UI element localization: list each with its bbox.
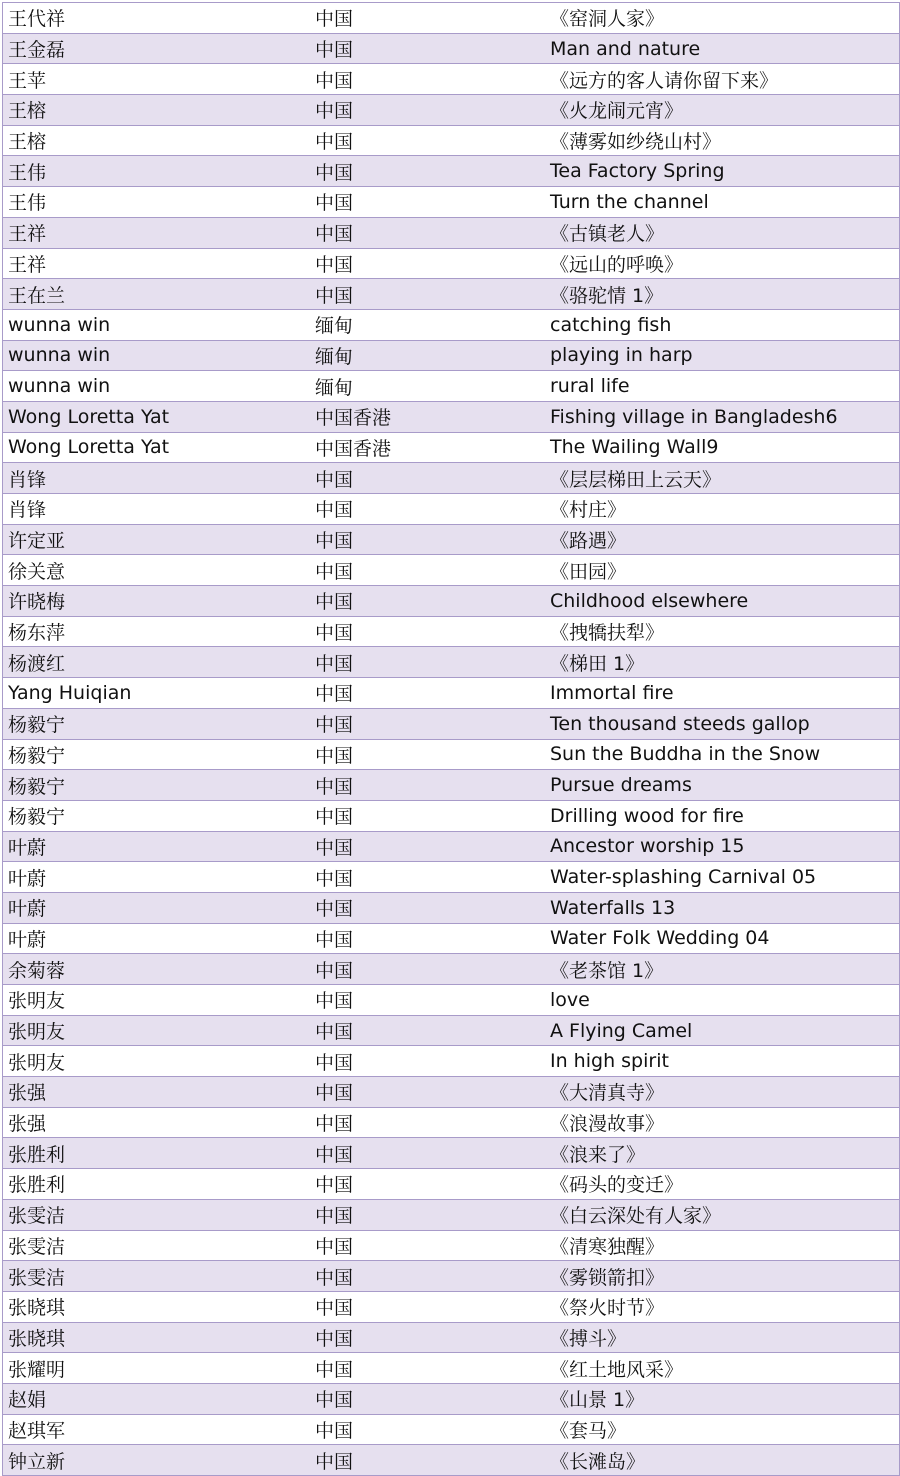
table-row bbox=[3, 1077, 899, 1108]
author-name-cell: 肖锋 bbox=[8, 499, 47, 522]
region-cell: 中国 bbox=[315, 959, 354, 982]
author-name-cell: 肖锋 bbox=[8, 468, 47, 491]
region-cell: 中国 bbox=[315, 468, 354, 491]
work-title-cell: 《清寒独醒》 bbox=[550, 1235, 665, 1258]
work-title-cell: 《路遇》 bbox=[550, 530, 627, 553]
author-name-cell: Yang Huiqian bbox=[8, 681, 132, 704]
author-name-cell: 王伟 bbox=[8, 161, 47, 184]
region-cell: 中国 bbox=[315, 1113, 354, 1136]
region-cell: 中国 bbox=[315, 161, 354, 184]
author-name-cell: 张雯洁 bbox=[8, 1266, 66, 1289]
region-cell: 中国 bbox=[315, 69, 354, 92]
work-title-cell: Sun the Buddha in the Snow bbox=[550, 743, 821, 766]
table-row bbox=[3, 156, 899, 187]
region-cell: 中国香港 bbox=[315, 437, 392, 460]
table-row bbox=[3, 187, 899, 218]
table-row bbox=[3, 924, 899, 955]
table-row bbox=[3, 617, 899, 648]
table-row bbox=[3, 341, 899, 372]
region-cell: 中国 bbox=[315, 560, 354, 583]
region-cell: 中国 bbox=[315, 836, 354, 859]
work-title-cell: The Wailing Wall9 bbox=[550, 436, 719, 459]
author-name-cell: 余菊蓉 bbox=[8, 959, 66, 982]
work-title-cell: Tea Factory Spring bbox=[550, 160, 725, 183]
author-name-cell: 王祥 bbox=[8, 223, 47, 246]
table-row bbox=[3, 34, 899, 65]
table-row bbox=[3, 1445, 899, 1476]
region-cell: 中国 bbox=[315, 928, 354, 951]
author-name-cell: 张雯洁 bbox=[8, 1235, 66, 1258]
work-title-cell: 《套马》 bbox=[550, 1419, 627, 1442]
author-name-cell: 王榕 bbox=[8, 100, 47, 123]
author-name-cell: 张明友 bbox=[8, 1051, 66, 1074]
work-title-cell: Waterfalls 13 bbox=[550, 896, 676, 919]
work-title-cell: Ancestor worship 15 bbox=[550, 835, 745, 858]
region-cell: 中国 bbox=[315, 131, 354, 154]
region-cell: 中国 bbox=[315, 1051, 354, 1074]
region-cell: 中国 bbox=[315, 1174, 354, 1197]
work-title-cell: rural life bbox=[550, 375, 630, 398]
region-cell: 中国 bbox=[315, 223, 354, 246]
work-title-cell: 《长滩岛》 bbox=[550, 1450, 646, 1473]
table-row bbox=[3, 402, 899, 433]
work-title-cell: catching fish bbox=[550, 313, 672, 336]
author-name-cell: 王代祥 bbox=[8, 8, 66, 31]
work-title-cell: 《浪来了》 bbox=[550, 1143, 646, 1166]
table-row bbox=[3, 95, 899, 126]
work-title-cell: 《骆驼情 1》 bbox=[550, 284, 664, 307]
work-title-cell: In high spirit bbox=[550, 1050, 669, 1073]
region-cell: 中国 bbox=[315, 253, 354, 276]
author-name-cell: Wong Loretta Yat bbox=[8, 436, 170, 459]
author-name-cell: 张晓琪 bbox=[8, 1297, 66, 1320]
work-title-cell: 《村庄》 bbox=[550, 499, 627, 522]
table-row bbox=[3, 525, 899, 556]
work-title-cell: 《远山的呼唤》 bbox=[550, 253, 684, 276]
work-title-cell: 《雾锁箭扣》 bbox=[550, 1266, 665, 1289]
author-name-cell: 叶蔚 bbox=[8, 928, 47, 951]
author-name-cell: 杨毅宁 bbox=[8, 806, 66, 829]
region-cell: 中国 bbox=[315, 1419, 354, 1442]
author-name-cell: 张耀明 bbox=[8, 1358, 66, 1381]
work-title-cell: 《码头的变迁》 bbox=[550, 1174, 684, 1197]
region-cell: 中国 bbox=[315, 1205, 354, 1228]
table-row bbox=[3, 1353, 899, 1384]
work-title-cell: 《窑洞人家》 bbox=[550, 8, 665, 31]
work-title-cell: love bbox=[550, 988, 590, 1011]
region-cell: 中国 bbox=[315, 8, 354, 31]
author-name-cell: 钟立新 bbox=[8, 1450, 66, 1473]
table-row bbox=[3, 463, 899, 494]
author-name-cell: 许定亚 bbox=[8, 530, 66, 553]
region-cell: 中国 bbox=[315, 100, 354, 123]
author-name-cell: 徐关意 bbox=[8, 560, 66, 583]
author-name-cell: 张晓琪 bbox=[8, 1327, 66, 1350]
region-cell: 中国 bbox=[315, 1235, 354, 1258]
table-row bbox=[3, 1415, 899, 1446]
work-title-cell: 《红土地风采》 bbox=[550, 1358, 684, 1381]
region-cell: 中国 bbox=[315, 652, 354, 675]
region-cell: 中国 bbox=[315, 744, 354, 767]
table-row bbox=[3, 1261, 899, 1292]
work-title-cell: 《大清真寺》 bbox=[550, 1082, 665, 1105]
work-title-cell: playing in harp bbox=[550, 344, 693, 367]
table-row bbox=[3, 1046, 899, 1077]
table-row bbox=[3, 371, 899, 402]
author-name-cell: 杨毅宁 bbox=[8, 744, 66, 767]
table-row bbox=[3, 1138, 899, 1169]
work-title-cell: 《浪漫故事》 bbox=[550, 1113, 665, 1136]
work-title-cell: 《搏斗》 bbox=[550, 1327, 627, 1350]
region-cell: 中国 bbox=[315, 1327, 354, 1350]
entries-table bbox=[2, 2, 900, 1476]
region-cell: 中国 bbox=[315, 1358, 354, 1381]
region-cell: 中国 bbox=[315, 1082, 354, 1105]
work-title-cell: 《层层梯田上云天》 bbox=[550, 468, 722, 491]
table-row bbox=[3, 832, 899, 863]
table-row bbox=[3, 678, 899, 709]
author-name-cell: 杨渡红 bbox=[8, 652, 66, 675]
work-title-cell: 《祭火时节》 bbox=[550, 1297, 665, 1320]
author-name-cell: wunna win bbox=[8, 375, 111, 398]
author-name-cell: 张强 bbox=[8, 1113, 47, 1136]
work-title-cell: 《山景 1》 bbox=[550, 1389, 645, 1412]
region-cell: 中国 bbox=[315, 192, 354, 215]
table-row bbox=[3, 279, 899, 310]
author-name-cell: wunna win bbox=[8, 313, 111, 336]
table-row bbox=[3, 1384, 899, 1415]
work-title-cell: Water Folk Wedding 04 bbox=[550, 927, 770, 950]
table-row bbox=[3, 893, 899, 924]
work-title-cell: Water-splashing Carnival 05 bbox=[550, 866, 817, 889]
author-name-cell: 张雯洁 bbox=[8, 1205, 66, 1228]
author-name-cell: 王金磊 bbox=[8, 39, 66, 62]
region-cell: 中国 bbox=[315, 867, 354, 890]
author-name-cell: 张明友 bbox=[8, 1021, 66, 1044]
region-cell: 中国 bbox=[315, 1450, 354, 1473]
work-title-cell: 《田园》 bbox=[550, 560, 627, 583]
table-row bbox=[3, 433, 899, 464]
author-name-cell: 张胜利 bbox=[8, 1143, 66, 1166]
work-title-cell: Pursue dreams bbox=[550, 774, 692, 797]
region-cell: 中国 bbox=[315, 622, 354, 645]
table-row bbox=[3, 218, 899, 249]
region-cell: 中国 bbox=[315, 1266, 354, 1289]
work-title-cell: Turn the channel bbox=[550, 190, 709, 213]
region-cell: 中国 bbox=[315, 499, 354, 522]
region-cell: 中国 bbox=[315, 898, 354, 921]
work-title-cell: Drilling wood for fire bbox=[550, 804, 744, 827]
region-cell: 缅甸 bbox=[315, 345, 354, 368]
region-cell: 中国 bbox=[315, 39, 354, 62]
table-row bbox=[3, 494, 899, 525]
author-name-cell: 叶蔚 bbox=[8, 898, 47, 921]
table-row bbox=[3, 1292, 899, 1323]
table-row bbox=[3, 770, 899, 801]
region-cell: 缅甸 bbox=[315, 376, 354, 399]
region-cell: 中国香港 bbox=[315, 407, 392, 430]
work-title-cell: 《薄雾如纱绕山村》 bbox=[550, 131, 722, 154]
region-cell: 中国 bbox=[315, 990, 354, 1013]
author-name-cell: 张明友 bbox=[8, 990, 66, 1013]
table-row bbox=[3, 709, 899, 740]
author-name-cell: 张强 bbox=[8, 1082, 47, 1105]
author-name-cell: 赵娟 bbox=[8, 1389, 47, 1412]
table-row bbox=[3, 740, 899, 771]
author-name-cell: wunna win bbox=[8, 344, 111, 367]
table-row bbox=[3, 1200, 899, 1231]
work-title-cell: 《白云深处有人家》 bbox=[550, 1205, 722, 1228]
work-title-cell: 《拽犞扶犁》 bbox=[550, 622, 665, 645]
table-row bbox=[3, 1169, 899, 1200]
work-title-cell: 《火龙闹元宵》 bbox=[550, 100, 684, 123]
author-name-cell: 叶蔚 bbox=[8, 836, 47, 859]
author-name-cell: 杨东萍 bbox=[8, 622, 66, 645]
work-title-cell: 《梯田 1》 bbox=[550, 652, 645, 675]
author-name-cell: 许晓梅 bbox=[8, 591, 66, 614]
region-cell: 中国 bbox=[315, 591, 354, 614]
region-cell: 中国 bbox=[315, 1143, 354, 1166]
work-title-cell: A Flying Camel bbox=[550, 1019, 693, 1042]
table-row bbox=[3, 555, 899, 586]
table-row bbox=[3, 862, 899, 893]
work-title-cell: Fishing village in Bangladesh6 bbox=[550, 405, 838, 428]
table-row bbox=[3, 1016, 899, 1047]
work-title-cell: 《古镇老人》 bbox=[550, 223, 665, 246]
region-cell: 缅甸 bbox=[315, 315, 354, 338]
table-row bbox=[3, 249, 899, 280]
table-row bbox=[3, 985, 899, 1016]
table-row bbox=[3, 1108, 899, 1139]
work-title-cell: Immortal fire bbox=[550, 681, 674, 704]
author-name-cell: 王榕 bbox=[8, 131, 47, 154]
table-row bbox=[3, 64, 899, 95]
table-row bbox=[3, 310, 899, 341]
table-row bbox=[3, 126, 899, 157]
table-row bbox=[3, 647, 899, 678]
region-cell: 中国 bbox=[315, 806, 354, 829]
table-row bbox=[3, 586, 899, 617]
region-cell: 中国 bbox=[315, 683, 354, 706]
author-name-cell: 张胜利 bbox=[8, 1174, 66, 1197]
author-name-cell: 王苹 bbox=[8, 69, 47, 92]
table-row bbox=[3, 954, 899, 985]
work-title-cell: Ten thousand steeds gallop bbox=[550, 712, 810, 735]
table-row bbox=[3, 3, 899, 34]
region-cell: 中国 bbox=[315, 1389, 354, 1412]
table-row bbox=[3, 801, 899, 832]
author-name-cell: 杨毅宁 bbox=[8, 714, 66, 737]
region-cell: 中国 bbox=[315, 530, 354, 553]
region-cell: 中国 bbox=[315, 1021, 354, 1044]
author-name-cell: 杨毅宁 bbox=[8, 775, 66, 798]
table-row bbox=[3, 1323, 899, 1354]
region-cell: 中国 bbox=[315, 284, 354, 307]
work-title-cell: Man and nature bbox=[550, 37, 701, 60]
work-title-cell: 《老茶馆 1》 bbox=[550, 959, 664, 982]
author-name-cell: 王伟 bbox=[8, 192, 47, 215]
author-name-cell: 赵琪军 bbox=[8, 1419, 66, 1442]
table-row bbox=[3, 1231, 899, 1262]
work-title-cell: 《远方的客人请你留下来》 bbox=[550, 69, 779, 92]
region-cell: 中国 bbox=[315, 775, 354, 798]
region-cell: 中国 bbox=[315, 714, 354, 737]
work-title-cell: Childhood elsewhere bbox=[550, 589, 749, 612]
author-name-cell: 王祥 bbox=[8, 253, 47, 276]
author-name-cell: 叶蔚 bbox=[8, 867, 47, 890]
author-name-cell: 王在兰 bbox=[8, 284, 66, 307]
region-cell: 中国 bbox=[315, 1297, 354, 1320]
author-name-cell: Wong Loretta Yat bbox=[8, 405, 170, 428]
